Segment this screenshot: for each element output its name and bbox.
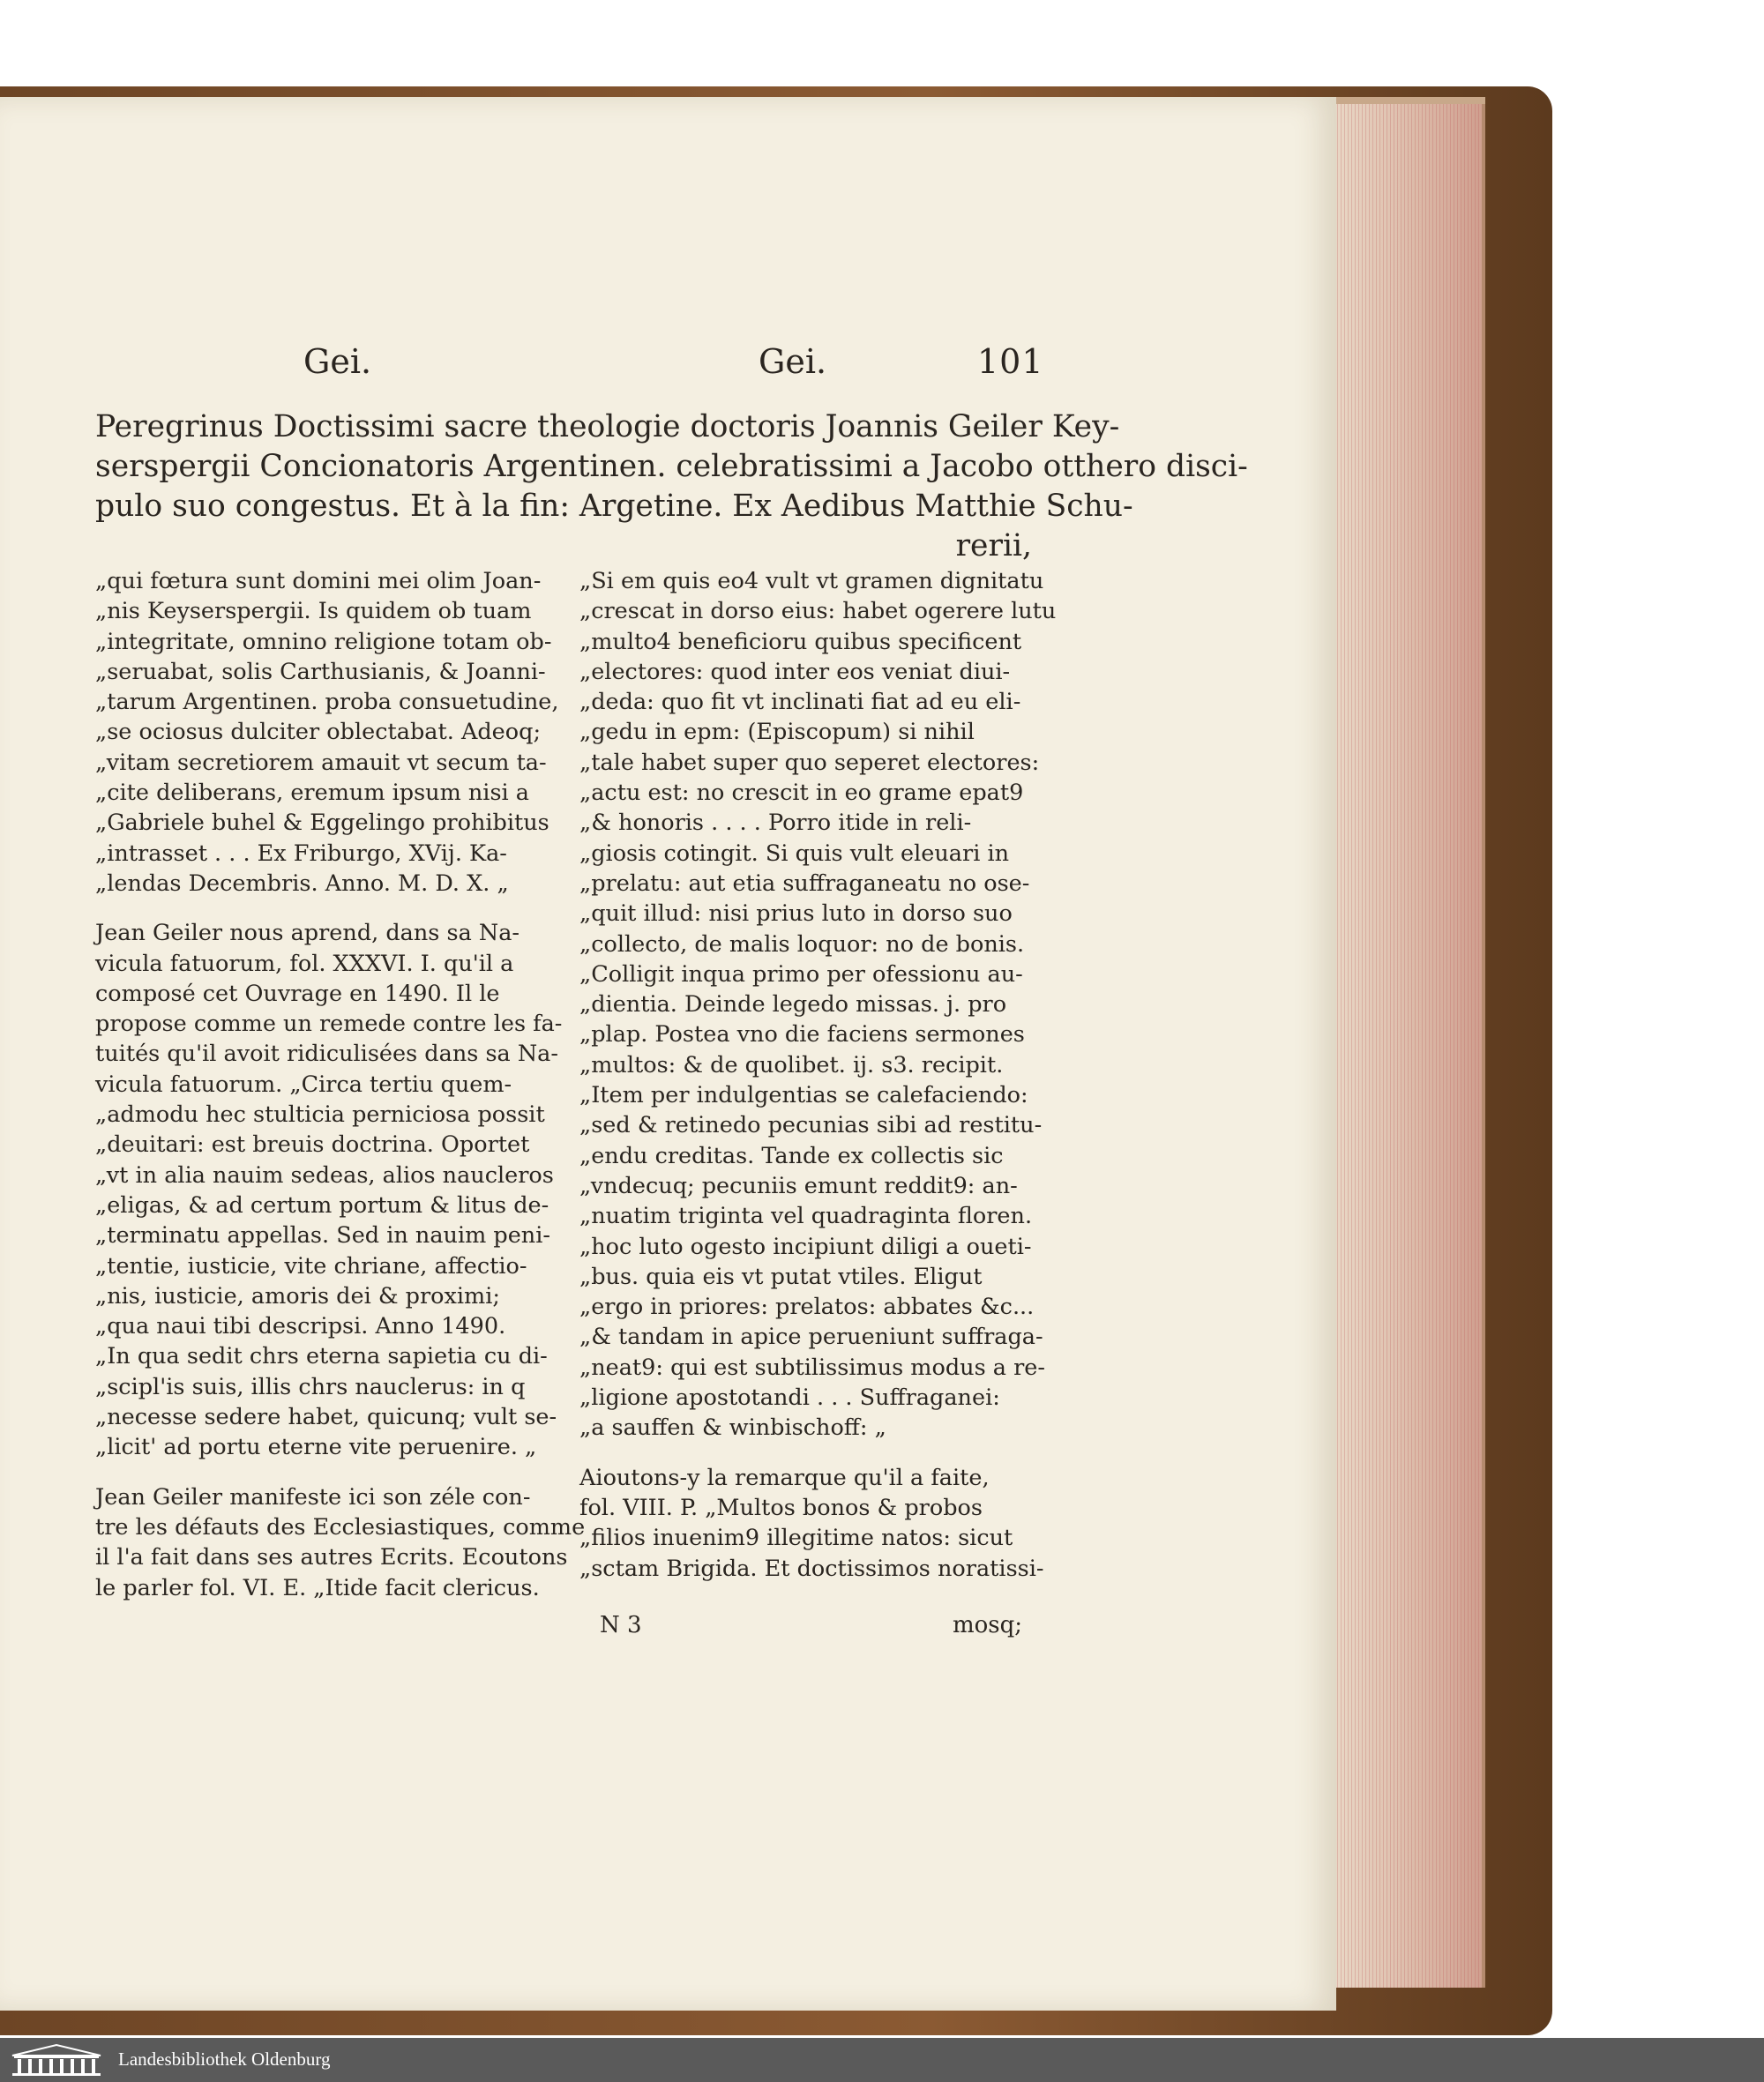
text-line: „ligione apostotandi . . . Suffraganei: <box>579 1384 1000 1412</box>
text-line: „bus. quia eis vt putat vtiles. Eligut <box>579 1263 983 1290</box>
text-line: „se ociosus dulciter oblectabat. Adeoq; <box>95 719 542 746</box>
text-line: „scipl'is suis, illis chrs nauclerus: in q <box>95 1373 526 1400</box>
text-line: „a sauffen & winbischoff: „ <box>579 1414 886 1442</box>
text-line: „tale habet super quo seperet electores: <box>579 749 1040 776</box>
text-line: „vitam secretiorem amauit vt secum ta- <box>95 749 547 776</box>
signature-mark: N 3 <box>600 1612 642 1638</box>
paragraph-gap <box>95 899 543 918</box>
text-line: vicula fatuorum. „Circa tertiu quem- <box>95 1071 512 1098</box>
library-name: Landesbibliothek Oldenburg <box>118 2048 331 2070</box>
text-line: „cite deliberans, eremum ipsum nisi a <box>95 780 530 807</box>
text-line: composé cet Ouvrage en 1490. Il le <box>95 980 500 1007</box>
text-line: Jean Geiler manifeste ici son zéle con- <box>95 1483 531 1511</box>
text-line: „ergo in priores: prelatos: abbates &c... <box>579 1294 1035 1321</box>
text-line: „filios inuenim9 illegitime natos: sicut <box>579 1525 1013 1552</box>
text-line: „Colligit inqua primo per ofessionu au- <box>579 960 1023 988</box>
text-line: „electores: quod inter eos veniat diui- <box>579 658 1011 685</box>
text-line: „& honoris . . . . Porro itide in reli- <box>579 810 972 837</box>
text-line: „Si em quis eo4 vult vt gramen dignitatu <box>579 568 1044 594</box>
text-line: il l'a fait dans ses autres Ecrits. Ecoutons <box>95 1544 568 1571</box>
page-edges <box>1334 104 1485 1988</box>
text-line: „intrasset . . . Ex Friburgo, XVij. Ka- <box>95 840 507 867</box>
text-line: „collecto, de malis loquor: no de bonis. <box>579 930 1025 958</box>
text-line: „multos: & de quolibet. ij. s3. recipit. <box>579 1051 1004 1078</box>
text-line: „In qua sedit chrs eterna sapietia cu di- <box>95 1343 548 1370</box>
text-line: Aioutons-y la remarque qu'il a faite, <box>579 1464 990 1491</box>
text-line: „endu creditas. Tande ex collectis sic <box>579 1142 1004 1169</box>
text-line: „lendas Decembris. Anno. M. D. X. „ <box>95 869 509 897</box>
title-line: serspergii Concionatoris Argentinen. celebratissimi a Jacobo otthero disci- <box>95 449 1248 484</box>
entry-title <box>95 407 1248 566</box>
text-line: „deuitari: est breuis doctrina. Oportet <box>95 1131 530 1159</box>
running-head-right: Gei. <box>759 342 827 381</box>
text-line: „sed & retinedo pecunias sibi ad restitu- <box>579 1112 1043 1139</box>
text-line: fol. VIII. P. „Multos bonos & probos <box>579 1494 983 1521</box>
text-line: „sctam Brigida. Et doctissimos noratissi- <box>579 1555 1044 1582</box>
text-line: „necesse sedere habet, quicunq; vult se- <box>95 1404 557 1431</box>
text-line: „& tandam in apice perueniunt suffraga- <box>579 1324 1043 1351</box>
text-line: „tentie, iusticie, vite chriane, affectio- <box>95 1252 527 1280</box>
paragraph-gap <box>579 1444 1028 1463</box>
title-line: Peregrinus Doctissimi sacre theologie doctoris Joannis Geiler Key- <box>95 409 1120 444</box>
text-line: „qui fœtura sunt domini mei olim Joan- <box>95 568 542 594</box>
text-line: le parler fol. VI. E. „Itide facit clericus. <box>95 1574 540 1601</box>
text-line: „deda: quo fit vt inclinati fiat ad eu eli- <box>579 689 1021 716</box>
right-column <box>579 566 1057 1584</box>
text-line: „eligas, & ad certum portum & litus de- <box>95 1191 549 1219</box>
text-line: „tarum Argentinen. proba consuetudine, <box>95 689 559 716</box>
text-line: „actu est: no crescit in eo grame epat9 <box>579 780 1024 807</box>
text-line: „neat9: qui est subtilissimus modus a re- <box>579 1354 1045 1381</box>
page-number: 101 <box>977 342 1044 381</box>
paragraph-gap <box>95 1463 543 1482</box>
text-line: „dientia. Deinde legedo missas. j. pro <box>579 991 1007 1019</box>
text-line: „nis Keyserspergii. Is quidem ob tuam <box>95 598 532 625</box>
library-building-icon <box>9 2043 104 2077</box>
text-line: „integritate, omnino religione totam ob- <box>95 628 552 655</box>
catchword: mosq; <box>953 1612 1023 1638</box>
text-line: „Item per indulgentias se calefaciendo: <box>579 1082 1028 1109</box>
text-line: „prelatu: aut etia suffraganeatu no ose- <box>579 869 1030 897</box>
text-line: vicula fatuorum, fol. XXXVI. I. qu'il a <box>95 950 514 977</box>
text-line: „terminatu appellas. Sed in nauim peni- <box>95 1222 551 1250</box>
text-line: tuités qu'il avoit ridiculisées dans sa Na- <box>95 1041 558 1068</box>
text-line: „giosis cotingit. Si quis vult eleuari in <box>579 840 1010 867</box>
text-line: „nis, iusticie, amoris dei & proximi; <box>95 1282 500 1310</box>
text-line: „vt in alia nauim sedeas, alios naucleros <box>95 1161 554 1189</box>
title-line: rerii, <box>955 528 1032 563</box>
book-page <box>0 97 1336 2011</box>
text-line: „plap. Postea vno die faciens sermones <box>579 1021 1025 1048</box>
title-line: pulo suo congestus. Et à la fin: Argetine. Ex Aedibus Matthie Schu- <box>95 489 1133 524</box>
text-line: „hoc luto ogesto incipiunt diligi a oueti- <box>579 1233 1032 1260</box>
text-line: „licit' ad portu eterne vite peruenire. „ <box>95 1434 537 1461</box>
text-line: propose comme un remede contre les fa- <box>95 1011 563 1038</box>
text-line: „quit illud: nisi prius luto in dorso suo <box>579 900 1013 928</box>
text-line: „crescat in dorso eius: habet ogerere lutu <box>579 598 1057 625</box>
text-line: „nuatim triginta vel quadraginta floren. <box>579 1203 1033 1230</box>
text-line: tre les défauts des Ecclesiastiques, comme <box>95 1513 586 1541</box>
text-line: „admodu hec stulticia perniciosa possit <box>95 1101 545 1129</box>
text-line: „multo4 beneficioru quibus specificent <box>579 628 1022 655</box>
text-line: Jean Geiler nous aprend, dans sa Na- <box>95 920 520 947</box>
text-line: „seruabat, solis Carthusianis, & Joanni- <box>95 658 546 685</box>
footer-bar <box>0 2038 1764 2082</box>
running-head-left: Gei. <box>303 342 372 381</box>
text-line: „vndecuq; pecuniis emunt reddit9: an- <box>579 1172 1018 1199</box>
text-line: „gedu in epm: (Episcopum) si nihil <box>579 719 975 746</box>
text-line: „Gabriele buhel & Eggelingo prohibitus <box>95 810 549 837</box>
left-column <box>95 566 586 1603</box>
text-line: „qua naui tibi descripsi. Anno 1490. <box>95 1313 506 1340</box>
